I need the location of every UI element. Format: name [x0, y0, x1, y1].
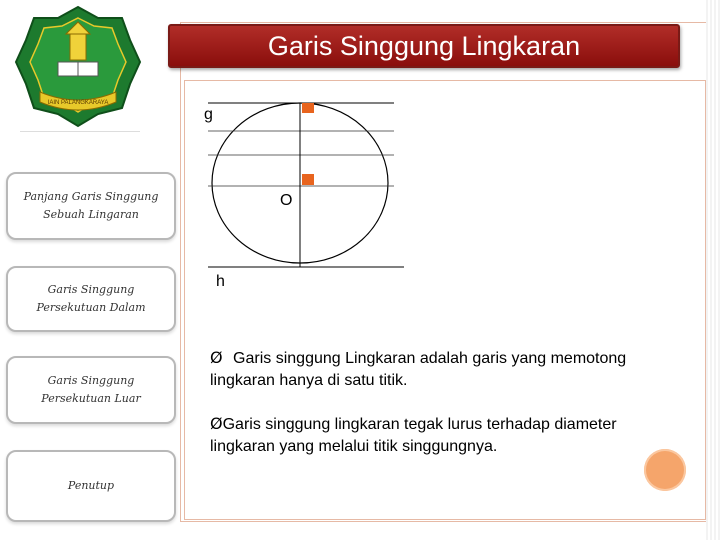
bullet-point-1 — [210, 347, 680, 392]
decorative-stripe — [706, 0, 720, 540]
decorative-circle — [644, 449, 686, 491]
nav-item-label: Garis Singgung Persekutuan Dalam — [36, 283, 146, 314]
bullet-point-2-text: Garis singgung lingkaran tegak lurus terhadap diameter lingkaran yang melalui titik singgungnya. — [210, 416, 617, 455]
nav-item-label: Penutup — [67, 479, 115, 492]
right-angle-marker — [302, 174, 314, 185]
label-h: h — [216, 273, 225, 290]
right-angle-marker — [302, 103, 314, 113]
nav-item-label: Garis Singgung Persekutuan Luar — [41, 374, 141, 405]
nav-item-persekutuan-dalam[interactable] — [6, 266, 176, 332]
slide-title: Garis Singgung Lingkaran — [168, 24, 680, 68]
nav-item-label: Panjang Garis Singgung Sebuah Lingaran — [23, 190, 159, 221]
bullet-arrow-icon: Ø — [210, 348, 223, 367]
label-o: O — [280, 192, 293, 209]
tangent-circle-diagram — [198, 95, 418, 295]
label-g: g — [204, 106, 213, 123]
bullet-point-1-text: Garis singgung Lingkaran adalah garis yang memotong lingkaran hanya di satu titik. — [210, 350, 627, 389]
logo-divider — [20, 131, 140, 132]
bullet-point-2 — [210, 413, 680, 458]
bullet-arrow-icon: Ø — [210, 414, 223, 433]
nav-item-persekutuan-luar[interactable] — [6, 356, 176, 424]
institution-logo — [14, 4, 142, 130]
nav-item-panjang-garis-singgung[interactable] — [6, 172, 176, 240]
logo-text: IAIN PALANGKARAYA — [47, 100, 109, 106]
nav-item-penutup[interactable] — [6, 450, 176, 522]
